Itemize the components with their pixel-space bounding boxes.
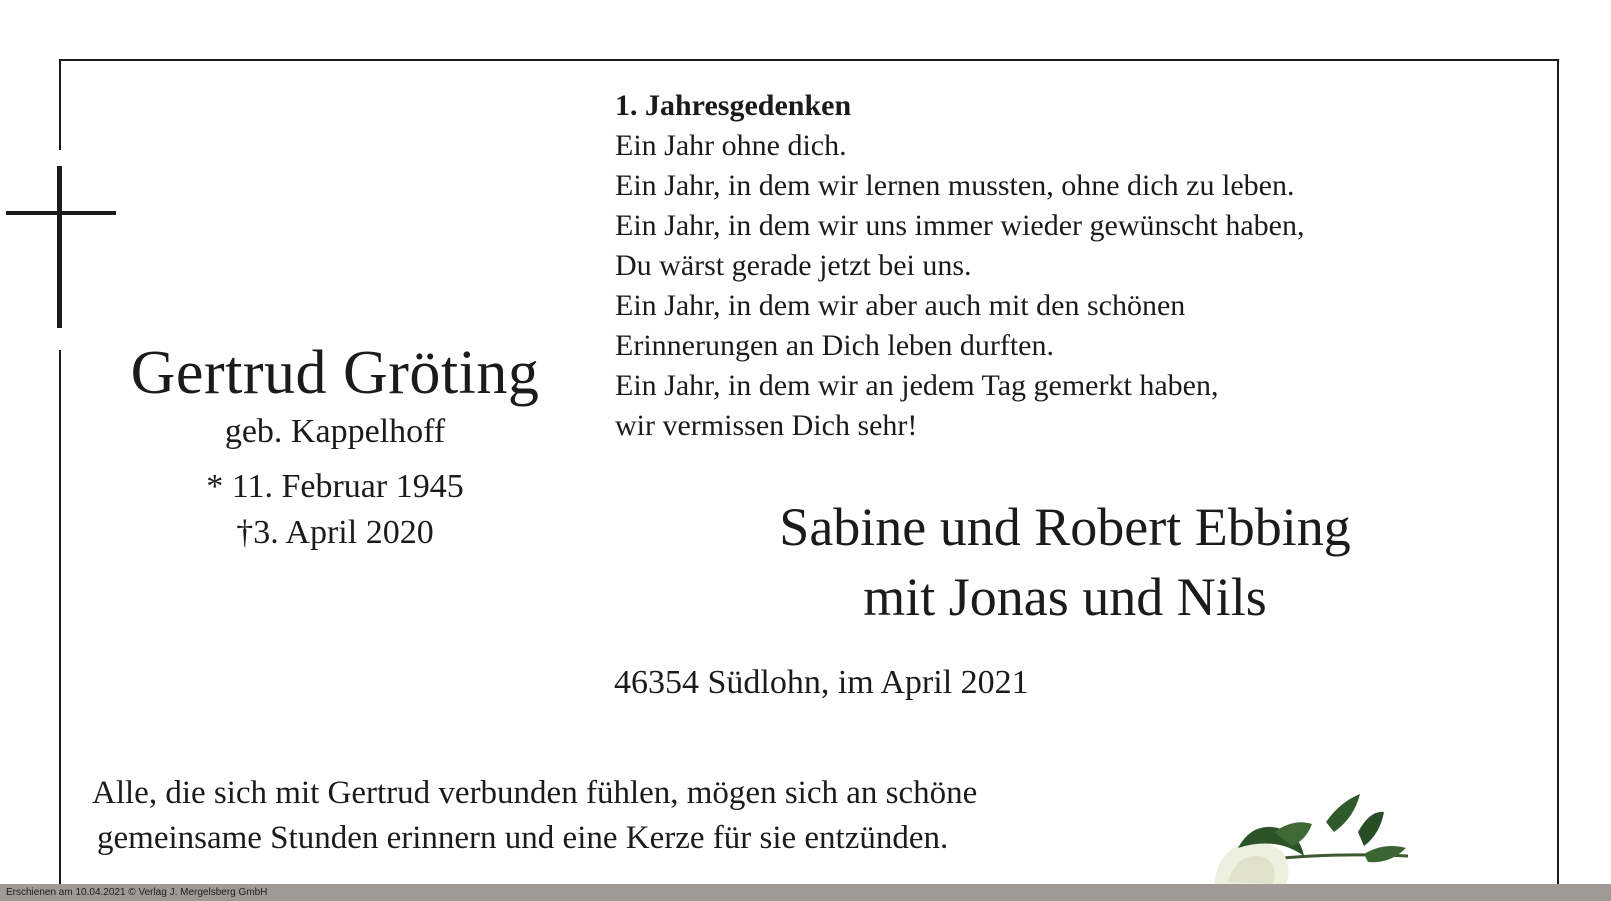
life-dates bbox=[100, 464, 570, 556]
poem-title: 1. Jahresgedenken bbox=[615, 89, 852, 122]
poem-line: Erinnerungen an Dich leben durften. bbox=[615, 329, 1054, 362]
maiden-name: geb. Kappelhoff bbox=[224, 413, 446, 450]
poem-line: Ein Jahr, in dem wir an jedem Tag gemerkt haben, bbox=[615, 369, 1219, 402]
deceased-block bbox=[100, 338, 570, 556]
memorial-poem bbox=[615, 86, 1495, 446]
family-line-1: Sabine und Robert Ebbing bbox=[779, 497, 1351, 557]
poem-line: Du wärst gerade jetzt bei uns. bbox=[615, 249, 972, 282]
poem-line: Ein Jahr, in dem wir lernen mussten, ohne dich zu leben. bbox=[615, 169, 1295, 202]
rose-icon bbox=[1208, 792, 1448, 884]
family-line-2: mit Jonas und Nils bbox=[863, 567, 1267, 627]
footer-text: Erschienen am 10.04.2021 © Verlag J. Mergelsberg GmbH bbox=[6, 887, 268, 898]
death-line bbox=[100, 510, 570, 556]
poem-line: wir vermissen Dich sehr! bbox=[615, 409, 918, 442]
deceased-name: Gertrud Gröting bbox=[130, 339, 540, 407]
family-signature bbox=[700, 492, 1430, 632]
death-symbol: † bbox=[236, 514, 254, 551]
death-date: 3. April 2020 bbox=[253, 514, 434, 551]
place-date: 46354 Südlohn, im April 2021 bbox=[614, 664, 1029, 701]
birth-symbol: * bbox=[206, 468, 224, 505]
footer-bar bbox=[0, 884, 1611, 901]
birth-date: 11. Februar 1945 bbox=[231, 468, 464, 505]
poem-line: Ein Jahr, in dem wir uns immer wieder gewünscht haben, bbox=[615, 209, 1305, 242]
birth-line bbox=[100, 464, 570, 510]
poem-line: Ein Jahr ohne dich. bbox=[615, 129, 847, 162]
poem-line: Ein Jahr, in dem wir aber auch mit den schönen bbox=[615, 289, 1186, 322]
closing-line-2: gemeinsame Stunden erinnern und eine Kerze für sie entzünden. bbox=[97, 820, 949, 856]
cross-icon bbox=[6, 166, 116, 336]
closing-line-1: Alle, die sich mit Gertrud verbunden fühlen, mögen sich an schöne bbox=[92, 775, 978, 811]
closing-text bbox=[92, 771, 977, 861]
